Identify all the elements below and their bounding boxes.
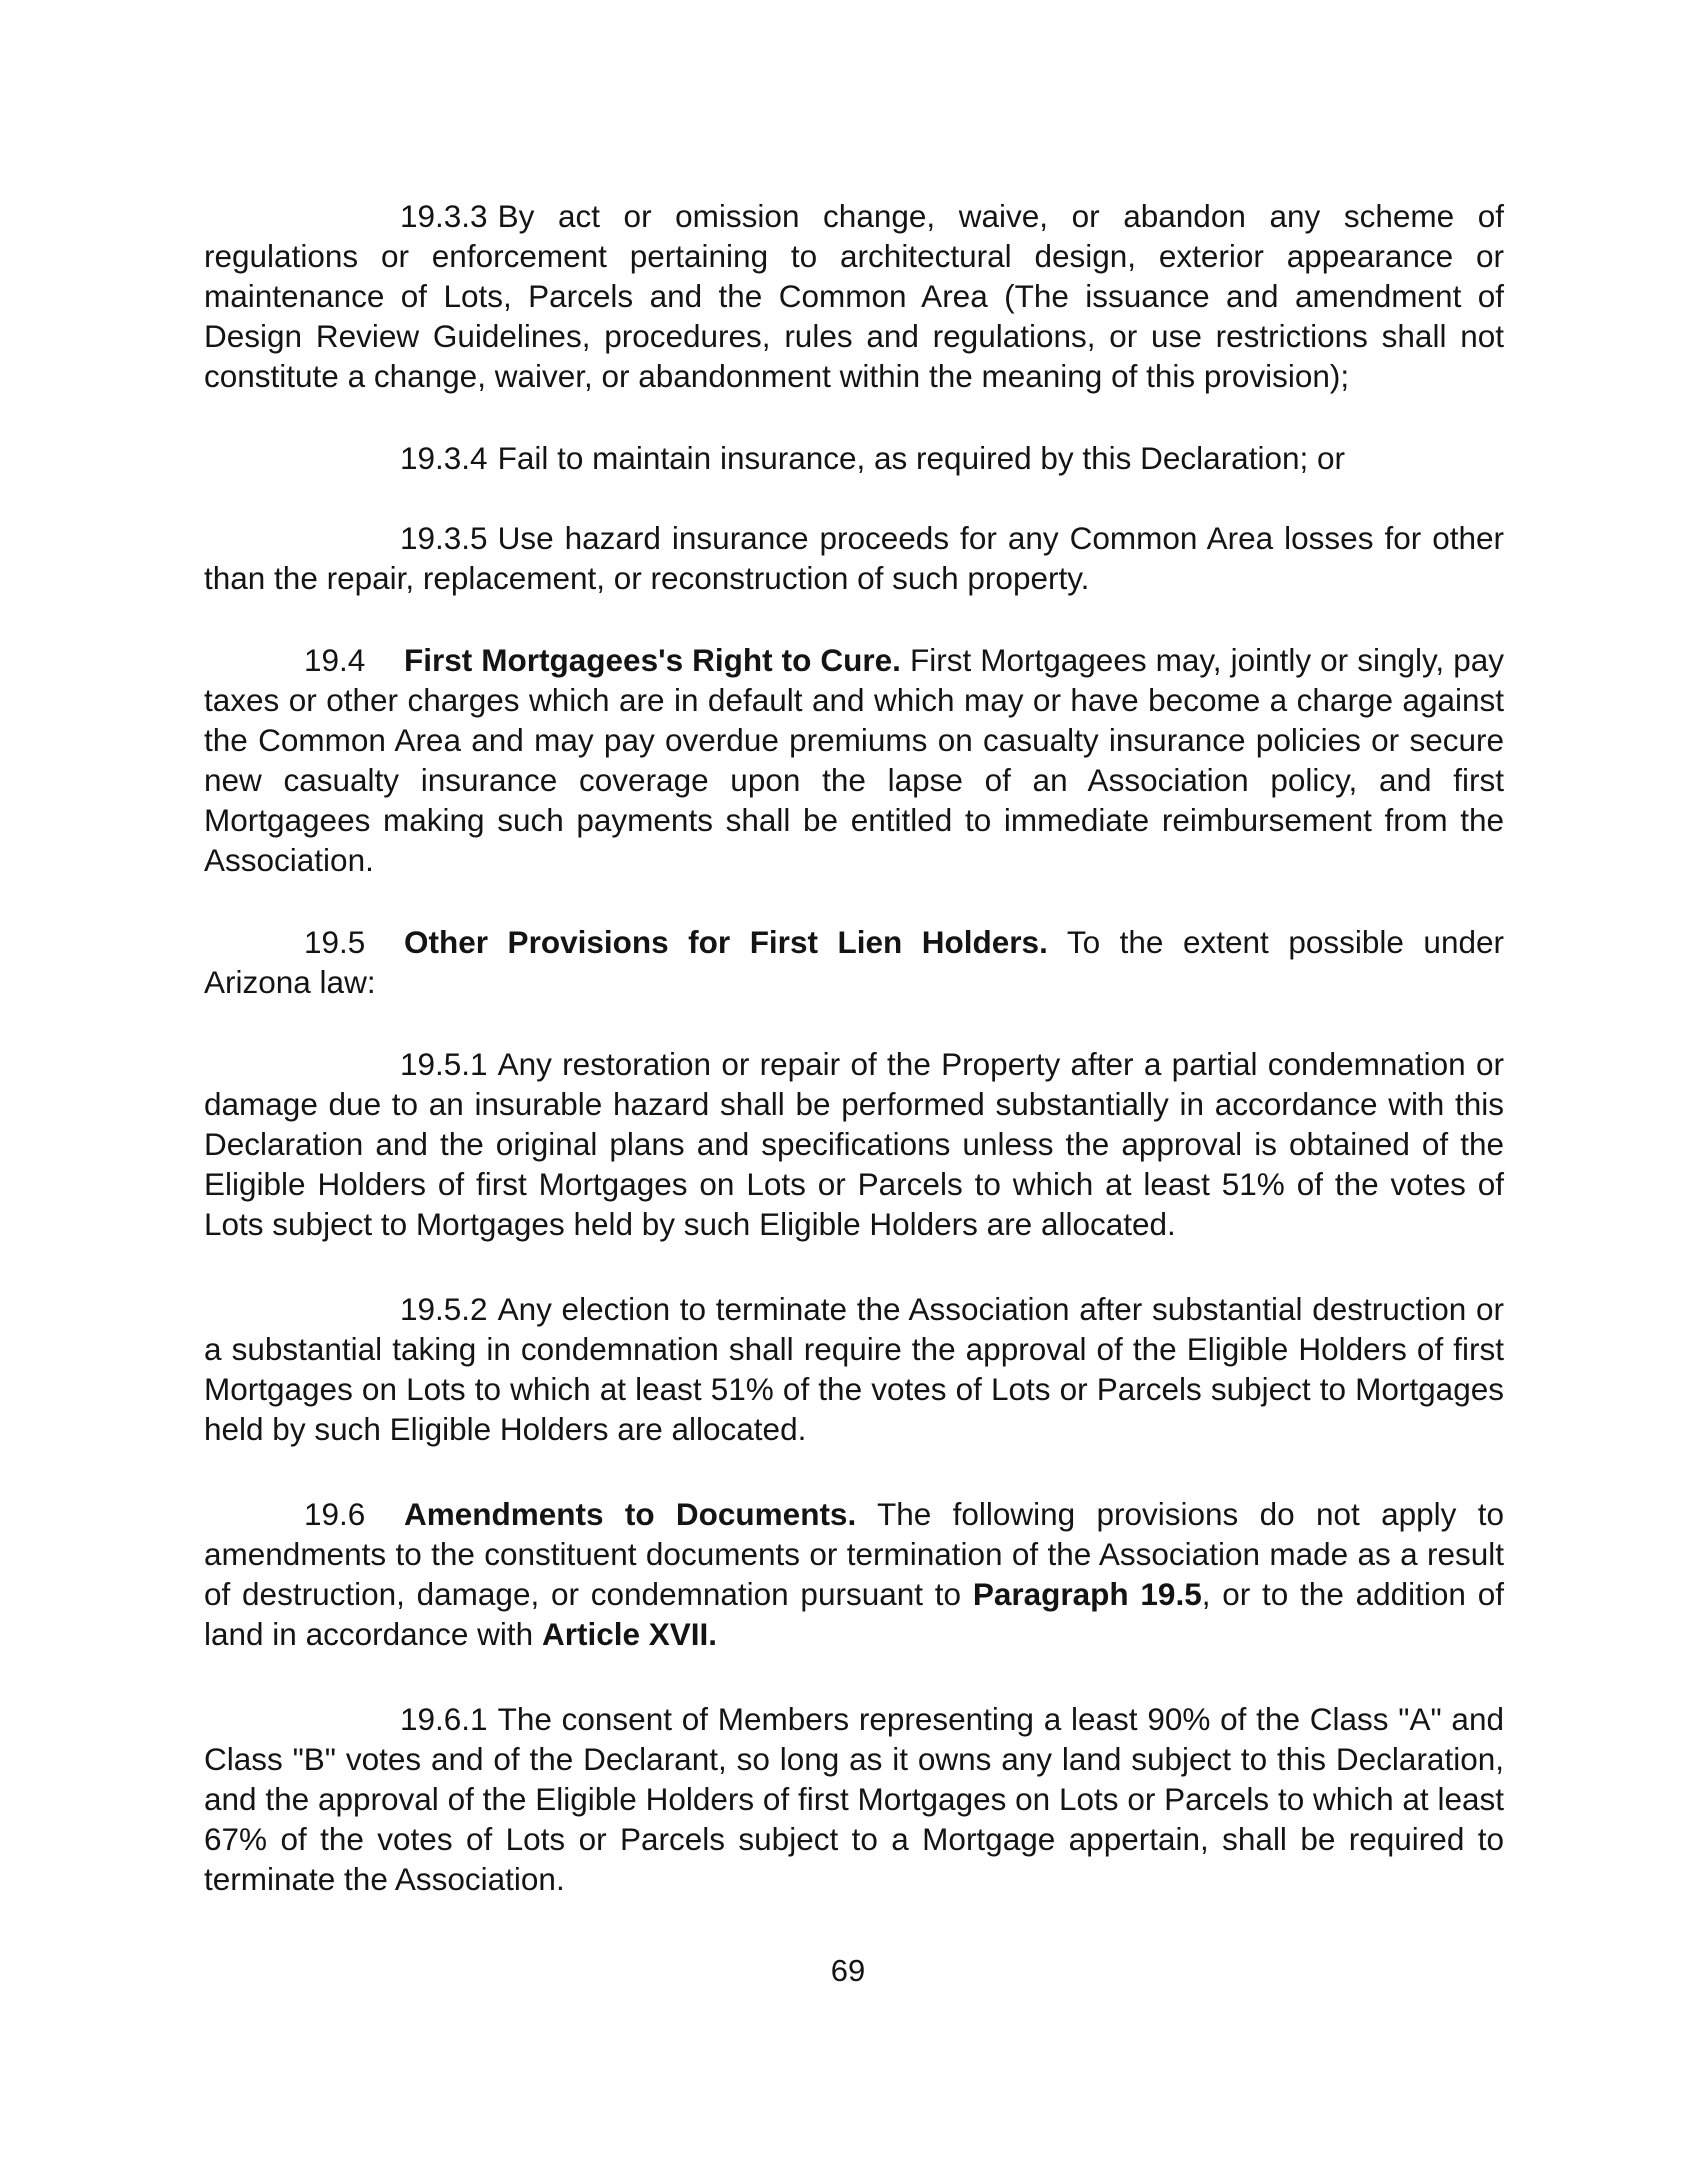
paragraph-19-3-5 [204,518,1504,598]
paragraph-text: Any election to terminate the Association after substantial destruction or a substantial taking in condemnation shall require the approval of the Eligible Holders of first Mortgages on Lots to which at least 51% of the votes of Lots or Parcels subject to Mortgages held by such Eligible Holders are allocated. [204,1291,1504,1447]
article-reference: Article XVII. [541,1616,718,1652]
paragraph-text: , or to the addition of land in accordance with [204,1576,1504,1652]
section-number: 19.6 [304,1496,366,1532]
section-number: 19.3.5 [400,520,488,556]
section-number: 19.6.1 [400,1701,488,1737]
paragraph-text: Any restoration or repair of the Property after a partial condemnation or damage due to an insurable hazard shall be performed substantially in accordance with this Declaration and the original plans and specifications unless the approval is obtained of the Eligible Holders of first Mortgages on Lots or Parcels to which at least 51% of the votes of Lots subject to Mortgages held by such Eligible Holders are allocated. [204,1046,1504,1242]
section-heading: Other Provisions for First Lien Holders. [404,924,1048,960]
section-number: 19.3.4 [400,440,488,476]
paragraph-19-3-3 [204,196,1504,396]
section-heading: First Mortgagees's Right to Cure. [404,642,901,678]
paragraph-text: To the extent possible under Arizona law: [204,924,1504,1000]
section-number: 19.5 [304,924,366,960]
paragraph-reference: Paragraph 19.5 [972,1576,1202,1612]
paragraph-19-5-1 [204,1044,1504,1244]
paragraph-text: By act or omission change, waive, or abandon any scheme of regulations or enforcement pertaining to architectural design, exterior appearance or maintenance of Lots, Parcels and the Common Area (The issuance and amendment of Design Review Guidelines, procedures, rules and regulations, or use restrictions shall not constitute a change, waiver, or abandonment within the meaning of this provision); [204,198,1504,394]
page-number: 69 [830,1953,866,1988]
paragraph-text: Fail to maintain insurance, as required by this Declaration; or [497,440,1346,476]
paragraph-19-6-1 [204,1699,1504,1899]
document-page [204,196,1504,1899]
paragraph-text: The consent of Members representing a least 90% of the Class "A" and Class "B" votes and of the Declarant, so long as it owns any land subject to this Declaration, and the approval of the Eligible Holders of first Mortgages on Lots or Parcels to which at least 67% of the votes of Lots or Parcels subject to a Mortgage appertain, shall be required to terminate the Association. [204,1701,1504,1897]
section-number: 19.3.3 [400,198,488,234]
section-number: 19.5.2 [400,1291,488,1327]
paragraph-19-4 [204,640,1504,880]
paragraph-19-6 [204,1494,1504,1654]
section-number: 19.4 [304,642,366,678]
paragraph-text: First Mortgagees may, jointly or singly, pay taxes or other charges which are in default and which may or have become a charge against the Common Area and may pay overdue premiums on casualty insurance policies or secure new casualty insurance coverage upon the lapse of an Association policy, and first Mortgagees making such payments shall be entitled to immediate reimbursement from the Association. [204,642,1504,878]
section-number: 19.5.1 [400,1046,488,1082]
paragraph-text: The following provisions do not apply to amendments to the constituent documents or termination of the Association made as a result of destruction, damage, or condemnation pursuant to [204,1496,1504,1612]
paragraph-19-5 [204,922,1504,1002]
section-heading: Amendments to Documents. [404,1496,857,1532]
paragraph-text: Use hazard insurance proceeds for any Common Area losses for other than the repair, replacement, or reconstruction of such property. [204,520,1504,596]
paragraph-19-5-2 [204,1289,1504,1449]
paragraph-19-3-4 [204,438,1504,478]
